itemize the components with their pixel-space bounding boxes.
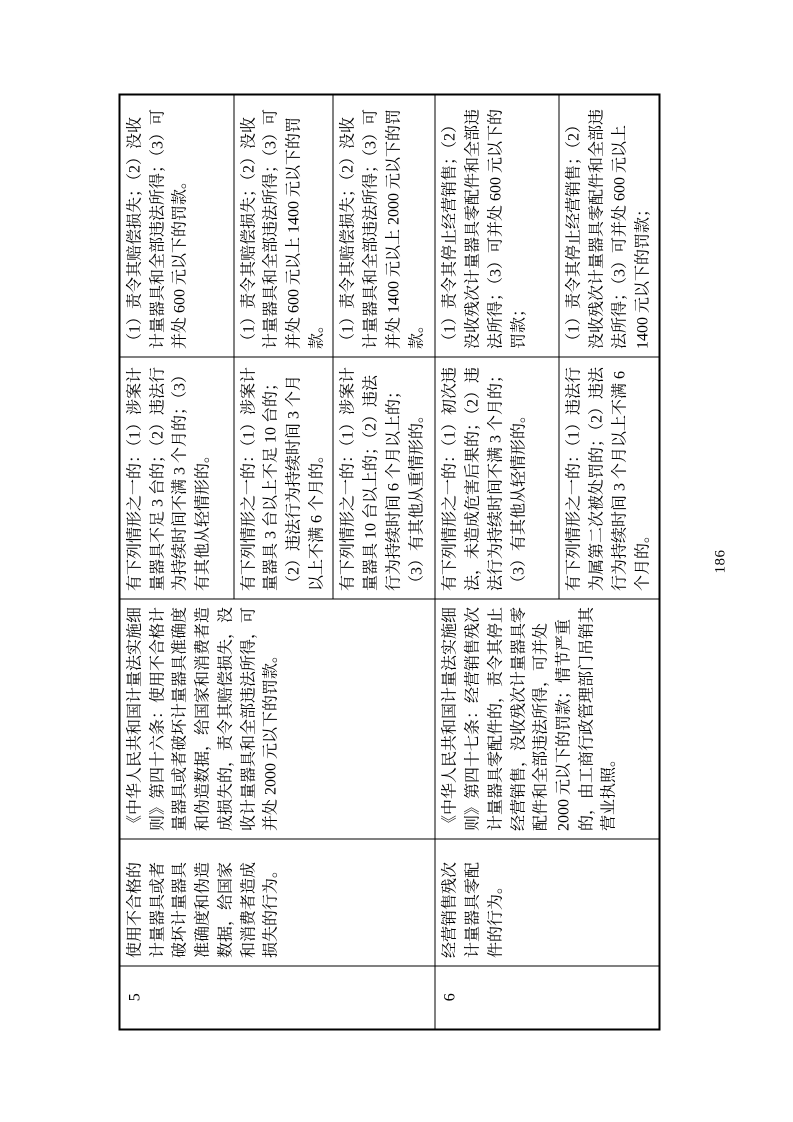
row-6-circumstance-2: 有下列情形之一的：（1）违法行为属第二次被处罚的；（2）违法行为持续时间 3 个月以上不满 6 个月的。 — [559, 357, 659, 599]
row-5-penalty-1: （1）责令其赔偿损失；（2）没收计量器具和全部违法所得；（3）可并处 600 元以下的罚款。 — [119, 94, 233, 357]
row-5-violation: 使用不合格的计量器具或者破坏计量器具准确度和伪造数据，给国家和消费者造成损失的行为。 — [119, 839, 435, 966]
row-6-penalty-2: （1）责令其停止经营销售；（2）没收残次计量器具零配件和全部违法所得；（3）可并处 600 元以上 1400 元以下的罚款； — [559, 94, 659, 357]
row-5-legal-basis: 《中华人民共和国计量法实施细则》第四十六条：使用不合格计量器具或者破坏计量器具准确度和伪造数据，给国家和消费者造成损失的，责令其赔偿损失，没收计量器具和全部违法所得，可并处 2000 元以下的罚款。 — [119, 599, 435, 839]
page-number: 186 — [712, 549, 728, 573]
row-5-penalty-2: （1）责令其赔偿损失；（2）没收计量器具和全部违法所得；（3）可并处 600 元以上 1400 元以下的罚款。 — [233, 94, 333, 357]
row-6-penalty-1: （1）责令其停止经营销售；（2）没收残次计量器具零配件和全部违法所得；（3）可并处 600 元以下的罚款； — [435, 94, 559, 357]
row-5-circumstance-1: 有下列情形之一的：（1）涉案计量器具不足 3 台的；（2）违法行为持续时间不满 3 个月的；（3）有其他从轻情形的。 — [119, 357, 233, 599]
row-5-penalty-3: （1）责令其赔偿损失；（2）没收计量器具和全部违法所得；（3）可并处 1400 元以上 2000 元以下的罚款。 — [333, 94, 435, 357]
row-6-violation: 经营销售残次计量器具零配件的行为。 — [435, 839, 659, 966]
row-6-number: 6 — [435, 966, 659, 1029]
row-5-number: 5 — [119, 966, 435, 1029]
row-5-circumstance-3: 有下列情形之一的：（1）涉案计量器具 10 台以上的；（2）违法行为持续时间 6 个月以上的；（3）有其他从重情形的。 — [333, 357, 435, 599]
row-6-circumstance-1: 有下列情形之一的：（1）初次违法，未造成危害后果的；（2）违法行为持续时间不满 3 个月的；（3）有其他从轻情形的。 — [435, 357, 559, 599]
penalty-table — [118, 93, 660, 1030]
row-5-circumstance-2: 有下列情形之一的：（1）涉案计量器具 3 台以上不足 10 台的；（2）违法行为持续时间 3 个月以上不满 6 个月的。 — [233, 357, 333, 599]
row-6-legal-basis: 《中华人民共和国计量法实施细则》第四十七条：经营销售残次计量器具零配件的，责令其停止经营销售，没收残次计量器具零配件和全部违法所得，可并处 2000 元以下的罚款；情节严重的，由工商行政管理部门吊销其营业执照。 — [435, 599, 659, 839]
